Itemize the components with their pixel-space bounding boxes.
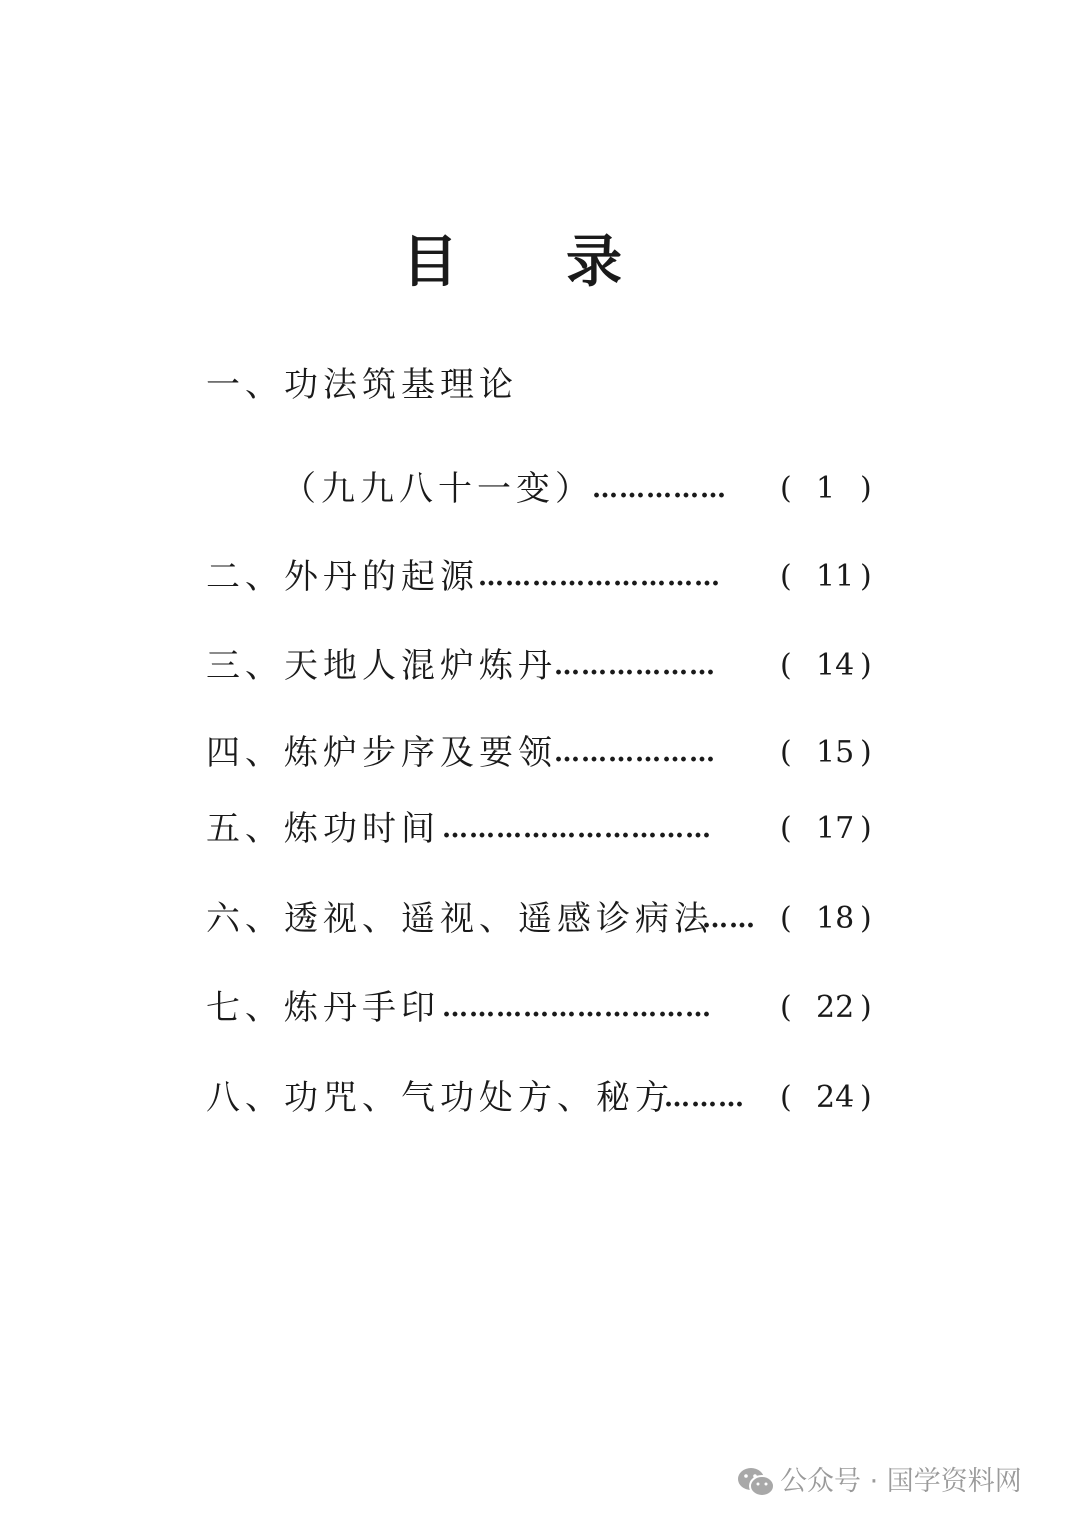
toc-leader-dots: …… [702, 904, 756, 934]
toc-entry-1-subtitle[interactable]: （九九八十一变） …………… ( 1 ) [0, 464, 1080, 514]
page-title-char-2: 录 [566, 229, 622, 295]
page-title-char-1: 目 [402, 229, 458, 295]
toc-entry-title: 二、外丹的起源 [206, 557, 479, 597]
toc-leader-dots: ………………………… [442, 993, 712, 1023]
toc-entry-6[interactable]: 六、透视、遥视、遥感诊病法 …… ( 18 ) [0, 894, 1080, 944]
toc-entry-title: 一、功法筑基理论 [206, 365, 518, 405]
toc-entry-title: 五、炼功时间 [206, 809, 440, 849]
toc-entry-1[interactable] [206, 360, 906, 410]
toc-entry-2[interactable]: 二、外丹的起源 ……………………… ( 11 ) [0, 552, 1080, 602]
toc-leader-dots: ……………… [554, 651, 716, 681]
toc-entry-3[interactable]: 三、天地人混炉炼丹 ……………… ( 14 ) [0, 641, 1080, 691]
wechat-icon [736, 1465, 776, 1499]
toc-entry-title: 八、功咒、气功处方、秘方 [206, 1078, 674, 1118]
toc-leader-dots: ………………………… [442, 814, 712, 844]
toc-entry-8[interactable]: 八、功咒、气功处方、秘方 ……… ( 24 ) [0, 1073, 1080, 1123]
toc-leader-dots: …………… [592, 474, 727, 504]
toc-leader-dots: ……… [664, 1083, 745, 1113]
toc-entry-title: 三、天地人混炉炼丹 [206, 646, 557, 686]
toc-entry-5[interactable]: 五、炼功时间 ………………………… ( 17 ) [0, 804, 1080, 854]
toc-leader-dots: ……………………… [478, 562, 721, 592]
toc-entry-title: 六、透视、遥视、遥感诊病法 [206, 899, 713, 939]
watermark-text: 公众号 · 国学资料网 [780, 1466, 1022, 1497]
toc-entry-7[interactable]: 七、炼丹手印 ………………………… ( 22 ) [0, 983, 1080, 1033]
toc-leader-dots: ……………… [554, 738, 716, 768]
toc-entry-title: （九九八十一变） [282, 469, 594, 509]
toc-entry-4[interactable]: 四、炼炉步序及要领 ……………… ( 15 ) [0, 728, 1080, 778]
toc-entry-title: 四、炼炉步序及要领 [206, 733, 557, 773]
page-title [0, 222, 1080, 302]
toc-entry-title: 七、炼丹手印 [206, 988, 440, 1028]
